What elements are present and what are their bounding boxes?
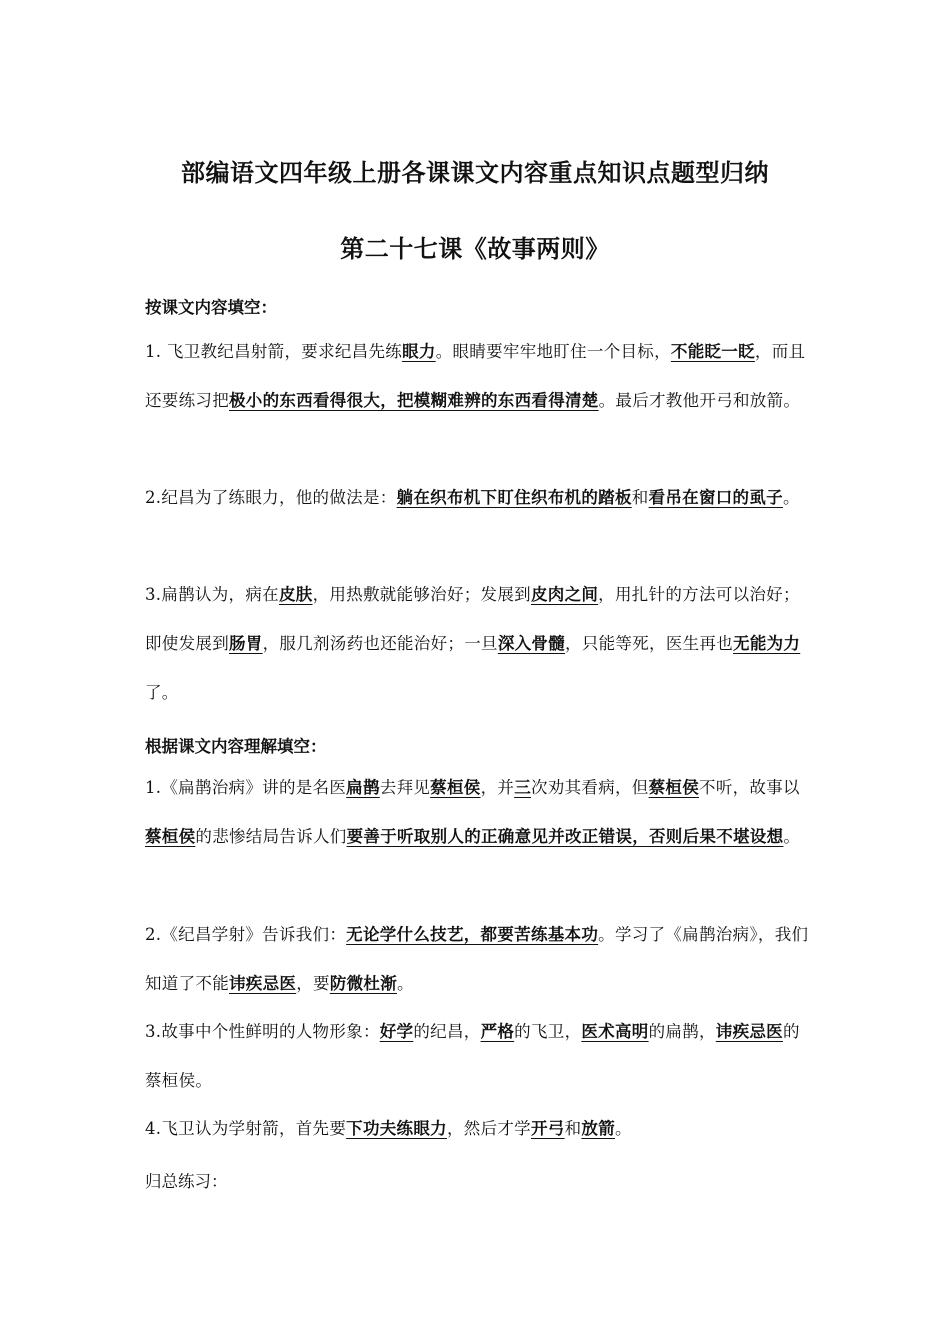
answer: 不能眨一眨 <box>670 342 755 361</box>
item-text: 了。 <box>145 683 179 702</box>
item-text: ，要 <box>296 974 330 993</box>
answer: 蔡桓侯 <box>145 827 196 846</box>
answer: 讳疾忌医 <box>715 1022 783 1041</box>
answer: 放箭 <box>581 1119 615 1138</box>
answer: 讳疾忌医 <box>229 974 297 993</box>
answer: 无能为力 <box>733 634 801 653</box>
answer: 扁鹊 <box>346 778 380 797</box>
item-text: 。 <box>783 827 801 846</box>
answer: 三 <box>514 778 531 797</box>
page-title: 部编语文四年级上册各课课文内容重点知识点题型归纳 <box>181 159 769 187</box>
item-text: 4.飞卫认为学射箭，首先要 <box>145 1119 347 1138</box>
item-text: 和 <box>564 1119 582 1138</box>
answer: 极小的东西看得很大，把模糊难辨的东西看得清楚 <box>229 391 599 410</box>
exercise-item <box>145 763 815 861</box>
item-text: ，用扎针的方法可以治好；即使发展到 <box>145 585 800 653</box>
item-text: 。 <box>615 1119 632 1138</box>
item-text: 和 <box>631 488 649 507</box>
exercise-item <box>145 1007 815 1105</box>
item-text: ，并 <box>480 778 515 797</box>
answer: 医术高明 <box>581 1022 649 1041</box>
answer: 肠胃 <box>229 634 263 653</box>
exercise-item <box>145 910 815 1008</box>
lesson-title: 第二十七课《故事两则》 <box>340 235 610 263</box>
answer: 皮肉之间 <box>530 585 599 604</box>
item-text: 。眼睛要牢牢地盯住一个目标， <box>435 342 671 361</box>
answer: 好学 <box>379 1022 414 1041</box>
item-text: 不听，故事以 <box>699 778 800 797</box>
answer: 蔡桓侯 <box>430 778 481 797</box>
section-heading-summary: 归总练习： <box>145 1172 228 1191</box>
item-text: 。 <box>782 488 800 507</box>
answer: 防微杜渐 <box>329 974 398 993</box>
item-text: 2.《纪昌学射》告诉我们： <box>145 925 347 944</box>
answer: 无论学什么技艺，都要苦练基本功 <box>346 925 599 944</box>
answer: 开弓 <box>530 1119 565 1138</box>
section-heading-fill-in: 按课文内容填空： <box>145 298 277 317</box>
exercise-item <box>145 327 815 425</box>
item-text: 1.《扁鹊治病》讲的是名医 <box>145 778 347 797</box>
item-text: 3.故事中个性鲜明的人物形象： <box>145 1022 380 1041</box>
item-text: 。 <box>397 974 414 993</box>
item-text: ，只能等死，医生再也 <box>565 634 734 653</box>
item-text: ，服几剂汤药也还能治好；一旦 <box>262 634 498 653</box>
exercise-item <box>145 570 815 717</box>
item-text: 次劝其看病，但 <box>531 778 649 797</box>
item-text: 的扁鹊， <box>648 1022 716 1041</box>
item-text: ，用热敷就能够治好；发展到 <box>312 585 531 604</box>
answer: 要善于听取别人的正确意见并改正错误，否则后果不堪设想 <box>346 827 784 846</box>
item-text: 的蔡桓侯。 <box>145 1022 800 1090</box>
item-text: 1. 飞卫教纪昌射箭，要求纪昌先练 <box>145 342 403 361</box>
section-heading-comprehension: 根据课文内容理解填空： <box>145 737 327 756</box>
item-text: ，而且还要练习把 <box>145 342 806 410</box>
answer: 深入骨髓 <box>497 634 566 653</box>
answer: 下功夫练眼力 <box>346 1119 447 1138</box>
answer: 蔡桓侯 <box>648 778 700 797</box>
exercise-item <box>145 473 815 522</box>
answer: 看吊在窗口的虱子 <box>648 488 783 507</box>
item-text: 去拜见 <box>379 778 431 797</box>
item-text: 3.扁鹊认为，病在 <box>145 585 279 604</box>
item-text: 的飞卫， <box>514 1022 582 1041</box>
answer: 眼力 <box>402 342 436 361</box>
item-text: 。最后才教他开弓和放箭。 <box>598 391 801 410</box>
item-text: 2.纪昌为了练眼力，他的做法是： <box>145 488 397 507</box>
item-text: 。学习了《扁鹊治病》，我们知道了不能 <box>145 925 809 993</box>
answer: 躺在织布机下盯住织布机的踏板 <box>396 488 632 507</box>
answer: 严格 <box>480 1022 515 1041</box>
exercise-item <box>145 1104 815 1153</box>
item-text: 的纪昌， <box>413 1022 481 1041</box>
item-text: ，然后才学 <box>446 1119 531 1138</box>
item-text: 的悲惨结局告诉人们 <box>195 827 347 846</box>
answer: 皮肤 <box>278 585 313 604</box>
